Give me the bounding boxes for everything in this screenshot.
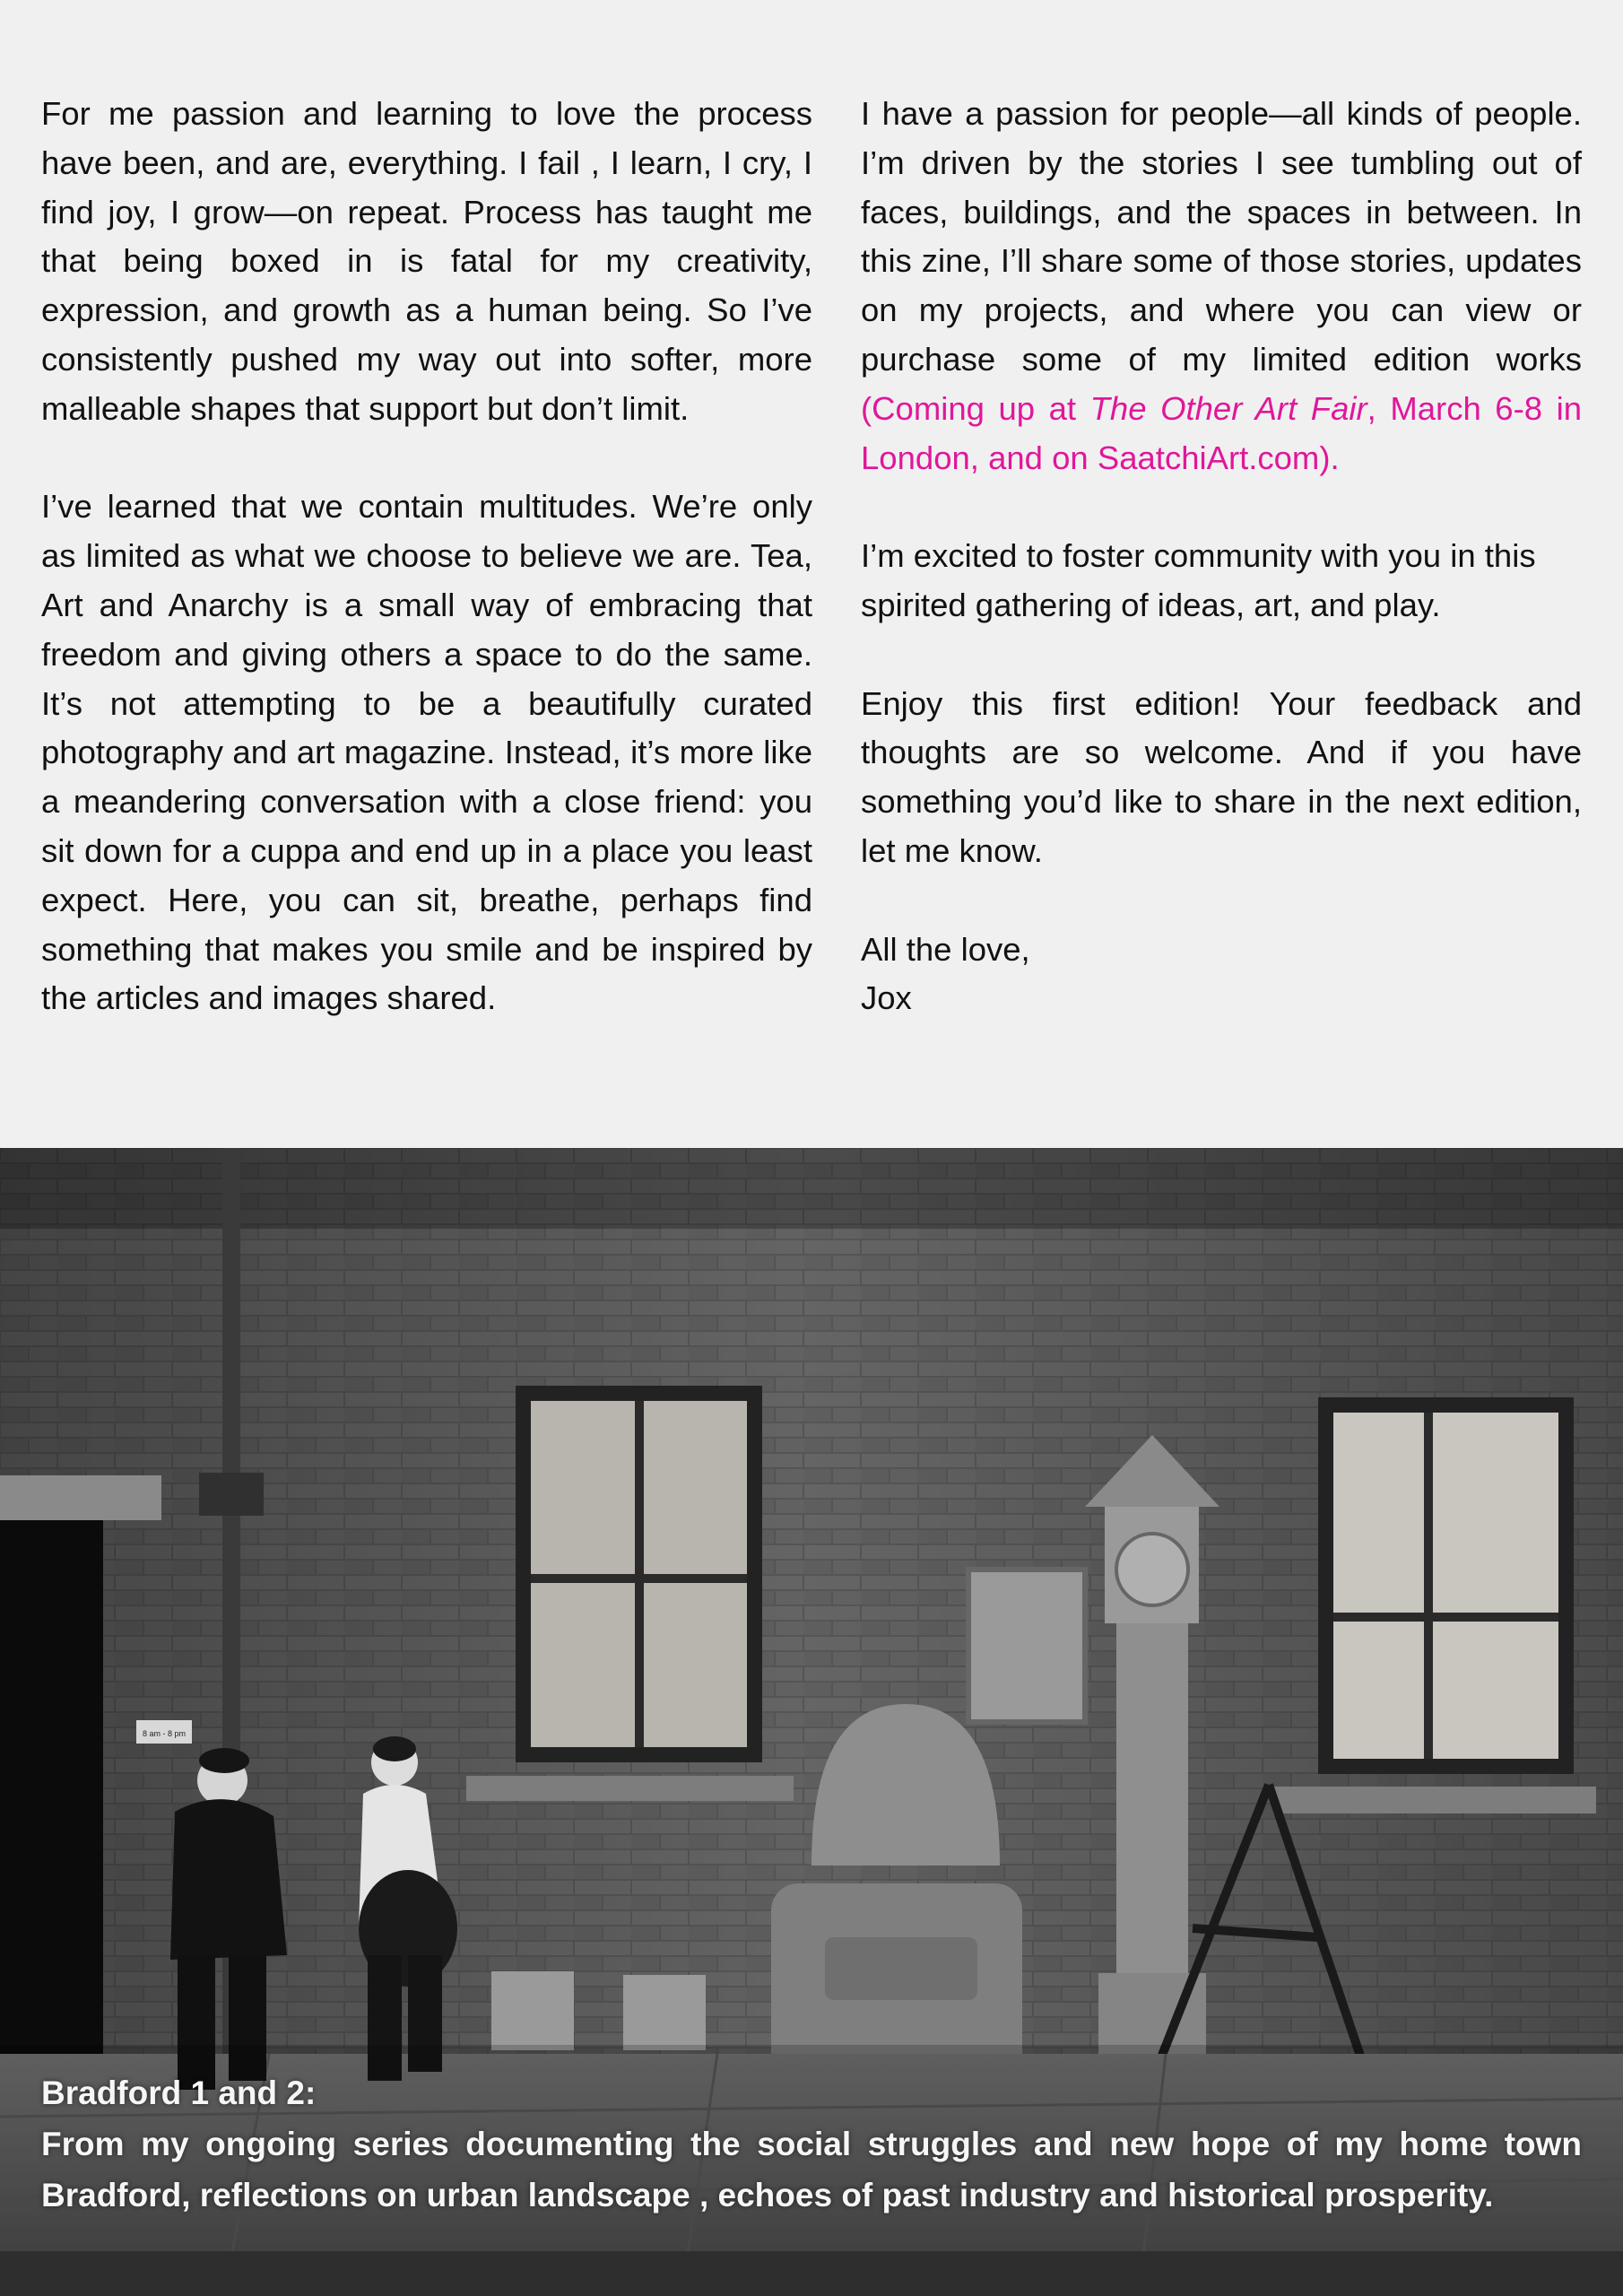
stone-ledge: [0, 1475, 161, 1520]
signoff: All the love,: [861, 930, 1030, 968]
bradford-photo: [0, 1148, 1623, 2296]
right-paragraph-2: I’m excited to foster community with you in this spirited gathering of ideas, art, and play.: [861, 537, 1536, 623]
caption-description: From my ongoing series documenting the social struggles and new hope of my home town Bradford, reflections on urban landscape , echoes of past industry and historical prosperity.: [41, 2126, 1582, 2213]
photo-caption: [41, 2067, 1582, 2221]
signature: Jox: [861, 979, 912, 1017]
left-paragraph-1: For me passion and learning to love the process have been, and are, everything. I fail , I learn, I cry, I find joy, I grow—on repeat. Process has taught me that being boxed in is fatal for my creativity, expression, and growth as a human being. So I’ve consistently pushed my way out into softer, more malleable shapes that support but don’t limit.: [41, 95, 812, 427]
event-highlight-end: , March 6-8 in London, and on SaatchiArt.com).: [861, 389, 1583, 476]
left-column: [41, 90, 812, 1023]
opening-hours-sign-text: 8 am - 8 pm: [142, 1729, 187, 1738]
dark-doorway: [0, 1520, 103, 2054]
right-window: [1273, 1397, 1596, 1813]
right-paragraph-3: Enjoy this first edition! Your feedback and thoughts are so welcome. And if you have something you’d like to share in the next edition, let me know.: [861, 684, 1582, 869]
right-column: [861, 90, 1582, 1023]
event-highlight: [861, 390, 1582, 476]
signoff-block: [861, 926, 1582, 1024]
event-name: The Other Art Fair: [1089, 389, 1367, 427]
leaning-frame: [968, 1570, 1085, 1722]
caption-title: Bradford 1 and 2:: [41, 2074, 317, 2111]
right-paragraph-1-text: I have a passion for people—all kinds of people. I’m driven by the stories I see tumbling out of faces, buildings, and the spaces in between. In this zine, I’ll share some of those stories, updates on my projects, and where you can view or purchase some of my limited edition works: [861, 95, 1582, 378]
event-highlight-start: (Coming up at: [861, 389, 1090, 427]
left-paragraph-2: I’ve learned that we contain multitudes. We’re only as limited as what we choose to believe we are. Tea, Art and Anarchy is a small way of embracing that freedom and giving others a space to do the same. It’s not attempting to be a beautifully curated photography and art magazine. Instead, it’s more like a meandering conversation with a close friend: you sit down for a cuppa and end up in a place you least expect. Here, you can sit, breathe, perhaps find something that makes you smile and be inspired by the articles and images shared.: [41, 488, 812, 1017]
right-paragraph-1: [861, 90, 1582, 483]
